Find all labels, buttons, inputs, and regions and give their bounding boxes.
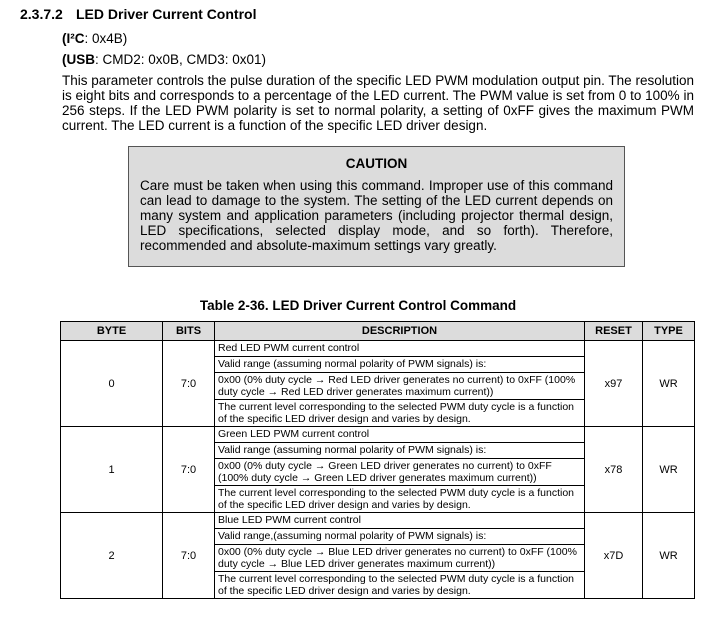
reset-cell: x78 bbox=[585, 427, 643, 513]
bits-cell: 7:0 bbox=[163, 513, 215, 599]
desc-line: Blue LED PWM current control bbox=[215, 513, 584, 529]
bits-cell: 7:0 bbox=[163, 341, 215, 427]
table-row bbox=[61, 427, 695, 513]
description-cell bbox=[215, 427, 585, 513]
usb-command bbox=[62, 52, 266, 67]
table-row bbox=[61, 341, 695, 427]
header-bits: BITS bbox=[163, 322, 215, 341]
header-description: DESCRIPTION bbox=[215, 322, 585, 341]
caution-box bbox=[128, 146, 625, 267]
desc-line: The current level corresponding to the selected PWM duty cycle is a function of the specific LED driver design and varies by design. bbox=[218, 401, 575, 425]
type-cell: WR bbox=[643, 341, 695, 427]
reset-cell: x97 bbox=[585, 341, 643, 427]
table-caption: Table 2-36. LED Driver Current Control Command bbox=[199, 298, 517, 313]
desc-line: The current level corresponding to the selected PWM duty cycle is a function of the specific LED driver design and varies by design. bbox=[218, 573, 575, 597]
command-table bbox=[60, 321, 695, 599]
type-cell: WR bbox=[643, 513, 695, 599]
desc-line: 0x00 (0% duty cycle → Green LED driver generates no current) to 0xFF (100% duty cycle → Green LED driver generates maximum current)) bbox=[215, 459, 584, 486]
desc-line: Red LED PWM current control bbox=[215, 341, 584, 357]
description-paragraph: This parameter controls the pulse duration of the specific LED PWM modulation output pin. The resolution is eight bits and corresponds to a percentage of the LED current. The PWM value is set from 0 to 100% in 256 steps. If the LED PWM polarity is set to normal polarity, a setting of 0xFF gives the maximum PWM current. The LED current is a function of the specific LED driver design. bbox=[62, 73, 694, 133]
desc-line: Green LED PWM current control bbox=[215, 427, 584, 443]
byte-cell: 2 bbox=[61, 513, 163, 599]
section-number: 2.3.7.2 bbox=[20, 6, 63, 22]
desc-line: Valid range (assuming normal polarity of PWM signals) is: bbox=[215, 357, 584, 373]
i2c-label: (I²C bbox=[62, 31, 85, 46]
caution-body: Care must be taken when using this command. Improper use of this command can lead to damage to the system. The setting of the LED current depends on many system and application parameters (including projector thermal design, LED specifications, selected display mode, and so forth). Therefore, recommended and absolute-maximum settings vary greatly. bbox=[140, 178, 613, 253]
type-cell: WR bbox=[643, 427, 695, 513]
desc-line: 0x00 (0% duty cycle → Blue LED driver generates no current) to 0xFF (100% duty cycle → Blue LED driver generates maximum current)) bbox=[215, 545, 584, 572]
section-heading bbox=[20, 6, 256, 22]
section-title: LED Driver Current Control bbox=[76, 6, 257, 22]
desc-line: The current level corresponding to the selected PWM duty cycle is a function of the specific LED driver design and varies by design. bbox=[218, 487, 575, 511]
caution-title: CAUTION bbox=[345, 156, 408, 171]
table-row bbox=[61, 513, 695, 599]
table-header-row bbox=[61, 322, 695, 341]
header-byte: BYTE bbox=[61, 322, 163, 341]
i2c-address bbox=[62, 31, 127, 46]
bits-cell: 7:0 bbox=[163, 427, 215, 513]
usb-value: : CMD2: 0x0B, CMD3: 0x01) bbox=[95, 52, 267, 67]
description-cell bbox=[215, 513, 585, 599]
header-reset: RESET bbox=[585, 322, 643, 341]
usb-label: (USB bbox=[62, 52, 95, 67]
desc-line: 0x00 (0% duty cycle → Red LED driver generates no current) to 0xFF (100% duty cycle → Red LED driver generates maximum current)) bbox=[215, 373, 584, 400]
byte-cell: 0 bbox=[61, 341, 163, 427]
reset-cell: x7D bbox=[585, 513, 643, 599]
header-type: TYPE bbox=[643, 322, 695, 341]
i2c-value: : 0x4B) bbox=[84, 31, 128, 46]
description-cell bbox=[215, 341, 585, 427]
desc-line: Valid range (assuming normal polarity of PWM signals) is: bbox=[215, 443, 584, 459]
byte-cell: 1 bbox=[61, 427, 163, 513]
desc-line: Valid range,(assuming normal polarity of PWM signals) is: bbox=[215, 529, 584, 545]
